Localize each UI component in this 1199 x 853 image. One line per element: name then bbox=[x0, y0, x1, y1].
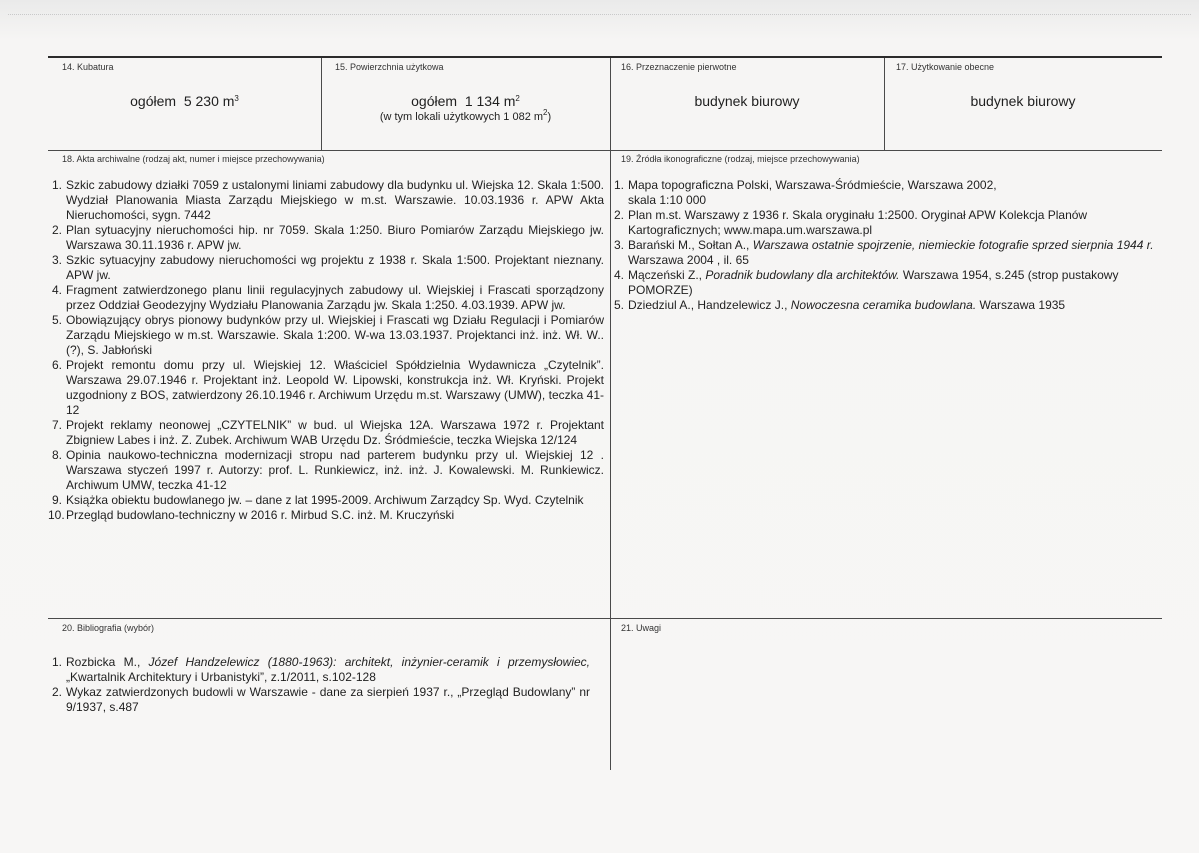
col-divider-center bbox=[610, 58, 611, 770]
list-item: 3. Szkic sytuacyjny zabudowy nieruchomości wg projektu z 1938 r. Skala 1:500. Projektant nieznany. APW jw. bbox=[51, 253, 604, 282]
list-item: 3. Barański M., Sołtan A., Warszawa ostatnie spojrzenie, niemieckie fotografie sprzed sierpnia 1944 r. Warszawa 2004 , il. 65 bbox=[613, 238, 1154, 267]
row-divider-1 bbox=[48, 150, 1162, 151]
list-item: 10. Przegląd budowlano-techniczny w 2016 r. Mirbud S.C. inż. M. Kruczyński bbox=[48, 508, 455, 522]
list-item: 1. Mapa topograficzna Polski, Warszawa-Śródmieście, Warszawa 2002, skala 1:10 000 bbox=[613, 178, 997, 207]
list-item: 5. Obowiązujący obrys pionowy budynków przy ul. Wiejskiej i Frascati wg Działu Regulacji i Pomiarów Zarządu Miejskiego w m.st. Warszawie. Skala 1:200. W-wa 13.03.1937. Projektanci inż. inż. Wł. W..(?), S. Jabłoński bbox=[51, 313, 604, 357]
label-bibliography: 20. Bibliografia (wybór) bbox=[62, 623, 155, 633]
row-divider-2 bbox=[48, 618, 1162, 619]
label-original-purpose: 16. Przeznaczenie pierwotne bbox=[621, 62, 737, 72]
label-remarks: 21. Uwagi bbox=[621, 623, 662, 633]
usable-area-value: ogółem 1 134 $m^2$ bbox=[411, 93, 520, 109]
table-top-border bbox=[48, 56, 1162, 58]
iconographic-list bbox=[610, 178, 1158, 313]
list-item: 2. Plan sytuacyjny nieruchomości hip. nr 7059. Skala 1:250. Biuro Pomiarów Zarządu Miejskiego jw. Warszawa 30.11.1936 r. APW jw. bbox=[51, 223, 604, 252]
current-use-value: budynek biurowy bbox=[970, 93, 1076, 109]
cubature-value: ogółem 5 230 $m^3$ bbox=[130, 93, 239, 109]
list-item: 6. Projekt remontu domu przy ul. Wiejskiej 12. Właściciel Spółdzielnia Wydawnicza „Czytelnik”. Warszawa 29.07.1946 r. Projektant inż. Leopold W. Lipowski, konstrukcja inż. Wł. Kryński. Projekt uzgodniony z BOS, zatwierdzony 26.10.1946 r. Archiwum Urzędu m.st. Warszawy (UMW), teczka 41-12 bbox=[51, 358, 604, 417]
original-purpose-value: budynek biurowy bbox=[694, 93, 800, 109]
list-item: 9. Książka obiektu budowlanego jw. – dane z lat 1995-2009. Archiwum Zarządcy Sp. Wyd. Czytelnik bbox=[51, 493, 584, 507]
bibliography-list bbox=[48, 655, 590, 715]
label-cubature: 14. Kubatura bbox=[62, 62, 114, 72]
label-archives: 18. Akta archiwalne (rodzaj akt, numer i miejsce przechowywania) bbox=[62, 154, 325, 164]
list-item: 2. Plan m.st. Warszawy z 1936 r. Skala oryginału 1:2500. Oryginał APW Kolekcja Planów Kartograficznych; www.mapa.um.warszawa.pl bbox=[613, 208, 1088, 237]
list-item: 1. Szkic zabudowy działki 7059 z ustalonymi liniami zabudowy dla budynku ul. Wiejska 12. Skala 1:500. Wydział Planowania Miasta Zarządu Miejskiego w m.st. Warszawie. 10.03.1936 r. APW Akta Nieruchomości, sygn. 7442 bbox=[51, 178, 604, 222]
usable-area-note: (w tym lokali użytkowych 1 082 $m^2$) bbox=[379, 108, 552, 123]
label-iconographic: 19. Źródła ikonograficzne (rodzaj, miejsce przechowywania) bbox=[621, 154, 860, 164]
list-item: 4. Mączeński Z., Poradnik budowlany dla architektów. Warszawa 1954, s.245 (strop pustakowy POMORZE) bbox=[613, 268, 1119, 297]
perforation-edge bbox=[8, 0, 1191, 15]
list-item: 2. Wykaz zatwierdzonych budowli w Warszawie - dane za sierpień 1937 r., „Przegląd Budowlany” nr 9/1937, s.487 bbox=[51, 685, 590, 714]
label-usable-area: 15. Powierzchnia użytkowa bbox=[335, 62, 444, 72]
list-item: 8. Opinia naukowo-techniczna modernizacji stropu nad parterem budynku przy ul. Wiejskiej 12 . Warszawa styczeń 1997 r. Autorzy: prof. L. Runkiewicz, inż. inż. J. Kowalewski. M. Runkiewicz. Archiwum UMW, teczka 41-12 bbox=[51, 448, 604, 492]
list-item: 4. Fragment zatwierdzonego planu linii regulacyjnych zabudowy ul. Wiejskiej i Frascati sporządzony przez Oddział Geodezyjny Wydziału Planowania Zarządu jw. Skala 1:250. 4.03.1939. APW jw. bbox=[51, 283, 604, 312]
list-item: 1. Rozbicka M., Józef Handzelewicz (1880-1963): architekt, inżynier-ceramik i przemysłowiec, „Kwartalnik Architektury i Urbanistyki”, z.1/2011, s.102-128 bbox=[51, 655, 590, 684]
label-current-use: 17. Użytkowanie obecne bbox=[896, 62, 995, 72]
list-item: 5. Dziedziul A., Handzelewicz J., Nowoczesna ceramika budowlana. Warszawa 1935 bbox=[613, 298, 1066, 312]
list-item: 7. Projekt reklamy neonowej „CZYTELNIK” w bud. ul Wiejska 12A. Warszawa 1972 r. Projektant Zbigniew Labes i inż. Z. Zubek. Archiwum WAB Urzędu Dz. Śródmieście, teczka Wiejska 12/124 bbox=[51, 418, 604, 447]
archives-list bbox=[48, 178, 604, 523]
